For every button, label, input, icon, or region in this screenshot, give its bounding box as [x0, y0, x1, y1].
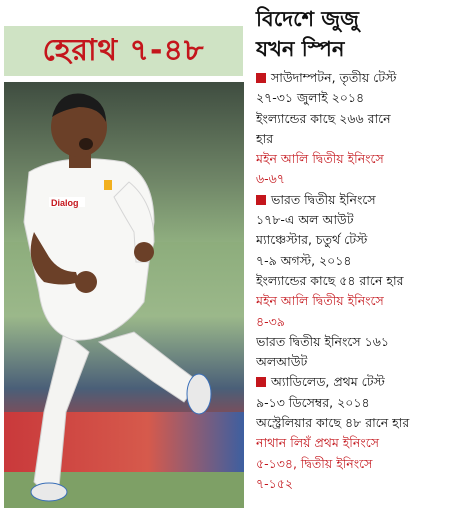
stats-line-text: ৪-৩৯	[256, 313, 285, 329]
stats-line-text: ইংল্যান্ডের কাছে ৫৪ রানে হার	[256, 272, 404, 288]
stats-line-text: নাথান লিয়ঁ প্রথম ইনিংসে	[256, 435, 380, 451]
stats-line-text: মইন আলি দ্বিতীয় ইনিংসে	[256, 151, 384, 167]
headline-line-1: বিদেশে জুজু	[256, 7, 359, 31]
stats-line	[256, 413, 448, 433]
red-square-bullet-icon	[256, 73, 266, 83]
headline-line-2: যখন স্পিন	[256, 37, 345, 61]
stats-line	[256, 372, 448, 392]
headline	[256, 4, 446, 64]
stats-line	[256, 454, 448, 474]
stats-line-text: ভারত দ্বিতীয় ইনিংসে	[271, 191, 376, 207]
stats-line	[256, 169, 448, 189]
stats-list	[256, 68, 448, 494]
cricketer-figure	[4, 82, 244, 508]
stats-line-text: ৫-১৩৪, দ্বিতীয় ইনিংসে	[256, 455, 373, 471]
stats-line	[256, 68, 448, 88]
stats-line	[256, 271, 448, 291]
red-square-bullet-icon	[256, 377, 266, 387]
stats-line-text: ইংল্যান্ডের কাছে ২৬৬ রানে	[256, 110, 391, 126]
player-photo	[4, 82, 244, 508]
stats-line	[256, 149, 448, 169]
stats-line-text: ৭-৯ অগস্ট, ২০১৪	[256, 252, 352, 268]
stats-line	[256, 230, 448, 250]
stats-line-text: মইন আলি দ্বিতীয় ইনিংসে	[256, 293, 384, 309]
stats-line	[256, 190, 448, 210]
stats-line-text: ভারত দ্বিতীয় ইনিংসে ১৬১	[256, 333, 389, 349]
stats-line	[256, 251, 448, 271]
stats-line	[256, 352, 448, 372]
stats-line-text: ৬-৬৭	[256, 171, 285, 187]
stats-line-text: ৯-১৩ ডিসেম্বর, ২০১৪	[256, 394, 370, 410]
stats-line-text: ২৭-৩১ জুলাই ২০১৪	[256, 90, 365, 106]
stats-line	[256, 312, 448, 332]
stat-title-text: হেরাথ ৭-৪৮	[42, 32, 205, 68]
stats-line-text: অস্ট্রেলিয়ার কাছে ৪৮ রানে হার	[256, 415, 410, 431]
jersey-sponsor-text: Dialog	[51, 198, 79, 208]
stats-line	[256, 393, 448, 413]
stats-line-text: অলআউট	[256, 354, 308, 370]
stats-line	[256, 88, 448, 108]
stats-line-text: সাউদাম্পটন, তৃতীয় টেস্ট	[271, 70, 397, 85]
stats-line-text: ১৭৮-এ অল আউট	[256, 212, 354, 228]
stats-line-text: ম্যাঞ্চেস্টার, চতুর্থ টেস্ট	[256, 232, 368, 248]
stats-line-text: ৭-১৫২	[256, 475, 293, 491]
stats-line	[256, 474, 448, 494]
stats-line	[256, 129, 448, 149]
stats-line	[256, 210, 448, 230]
stat-title	[4, 26, 243, 76]
stats-line	[256, 433, 448, 453]
red-square-bullet-icon	[256, 195, 266, 205]
stats-line-text: হার	[256, 130, 274, 146]
stats-line-text: অ্যাডিলেড, প্রথম টেস্ট	[271, 374, 385, 390]
stats-line	[256, 291, 448, 311]
stats-line	[256, 332, 448, 352]
stats-line	[256, 109, 448, 129]
